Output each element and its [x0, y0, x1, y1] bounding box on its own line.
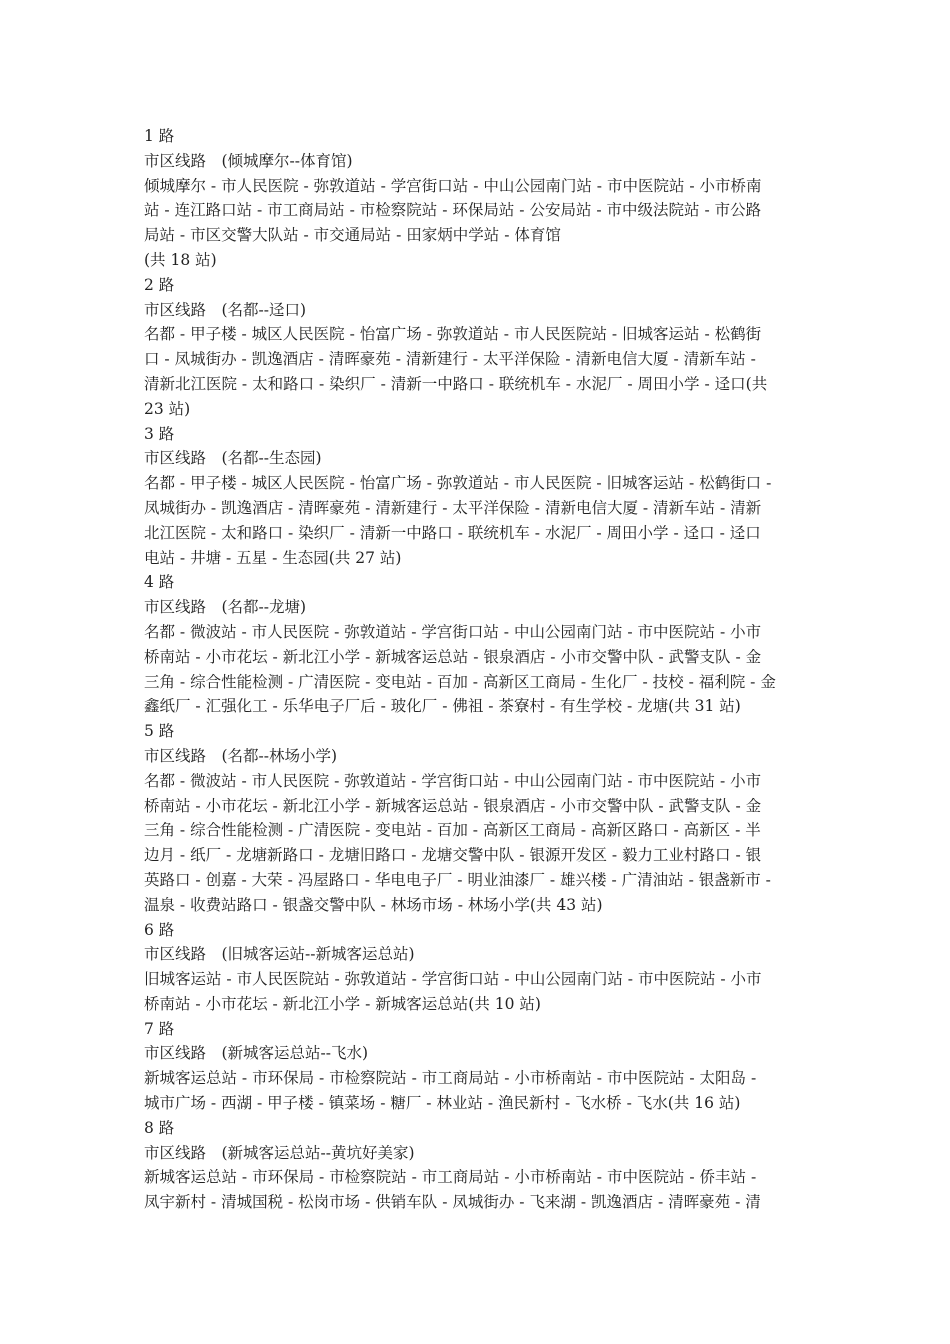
route-block-3	[144, 422, 808, 571]
route-stops-line: 倾城摩尔 - 市人民医院 - 弥敦道站 - 学宫街口站 - 中山公园南门站 - 市中医院站 - 小市桥南	[144, 176, 762, 195]
route-stops-line: 站 - 连江路口站 - 市工商局站 - 市检察院站 - 环保局站 - 公安局站 - 市中级法院站 - 市公路	[144, 201, 762, 220]
route-stops-line: 旧城客运站 - 市人民医院站 - 弥敦道站 - 学宫街口站 - 中山公园南门站 - 市中医院站 - 小市	[144, 970, 762, 989]
route-stops-line: 电站 - 井塘 - 五星 - 生态园(共 27 站)	[144, 548, 402, 567]
route-header: 市区线路 (新城客运总站--黄坑好美家)	[144, 1143, 415, 1162]
route-title: 1 路	[144, 127, 175, 145]
route-title: 2 路	[144, 275, 175, 294]
route-header: 市区线路 (名都--迳口)	[144, 300, 307, 319]
document-body	[144, 124, 808, 1215]
route-stops-line: (共 18 站)	[144, 250, 217, 269]
route-stops-line: 凤宇新村 - 清城国税 - 松岗市场 - 供销车队 - 凤城街办 - 飞来湖 - 凯逸酒店 - 清晖豪苑 - 清	[144, 1193, 761, 1212]
route-stops-line: 23 站)	[144, 399, 191, 418]
route-block-1	[144, 124, 808, 273]
route-header: 市区线路 (旧城客运站--新城客运总站)	[144, 945, 415, 964]
route-header: 市区线路 (名都--林场小学)	[144, 746, 338, 765]
route-block-4	[144, 570, 808, 719]
route-block-2	[144, 273, 808, 422]
route-stops-line: 三角 - 综合性能检测 - 广清医院 - 变电站 - 百加 - 高新区工商局 - 高新区路口 - 高新区 - 半	[144, 821, 761, 840]
route-stops-line: 名都 - 微波站 - 市人民医院 - 弥敦道站 - 学宫街口站 - 中山公园南门站 - 市中医院站 - 小市	[144, 771, 762, 790]
route-title: 6 路	[144, 920, 175, 939]
route-title: 4 路	[144, 573, 175, 592]
route-stops-line: 桥南站 - 小市花坛 - 新北江小学 - 新城客运总站 - 银泉酒店 - 小市交警中队 - 武警支队 - 金	[144, 647, 762, 666]
route-stops-line: 温泉 - 收费站路口 - 银盏交警中队 - 林场市场 - 林场小学(共 43 站)	[144, 895, 603, 914]
route-title: 5 路	[144, 722, 175, 741]
route-header: 市区线路 (新城客运总站--飞水)	[144, 1044, 369, 1063]
route-stops-line: 北江医院 - 太和路口 - 染织厂 - 清新一中路口 - 联统机车 - 水泥厂 - 周田小学 - 迳口 - 迳口	[144, 523, 761, 542]
route-stops-line: 新城客运总站 - 市环保局 - 市检察院站 - 市工商局站 - 小市桥南站 - 市中医院站 - 太阳岛 -	[144, 1069, 757, 1088]
route-stops-line: 凤城街办 - 凯逸酒店 - 清晖豪苑 - 清新建行 - 太平洋保险 - 清新电信大厦 - 清新车站 - 清新	[144, 498, 762, 517]
route-header: 市区线路 (名都--龙塘)	[144, 598, 307, 617]
route-stops-line: 口 - 凤城街办 - 凯逸酒店 - 清晖豪苑 - 清新建行 - 太平洋保险 - 清新电信大厦 - 清新车站 -	[144, 350, 756, 369]
route-stops-line: 英路口 - 创嘉 - 大荣 - 冯屋路口 - 华电电子厂 - 明业油漆厂 - 雄兴楼 - 广清油站 - 银盏新市 -	[144, 870, 771, 889]
route-stops-line: 名都 - 微波站 - 市人民医院 - 弥敦道站 - 学宫街口站 - 中山公园南门站 - 市中医院站 - 小市	[144, 622, 762, 641]
route-stops-line: 边月 - 纸厂 - 龙塘新路口 - 龙塘旧路口 - 龙塘交警中队 - 银源开发区 - 毅力工业村路口 - 银	[144, 846, 762, 865]
route-block-5	[144, 719, 808, 917]
route-header: 市区线路 (名都--生态园)	[144, 449, 322, 468]
route-stops-line: 鑫纸厂 - 汇强化工 - 乐华电子厂后 - 玻化厂 - 佛祖 - 茶寮村 - 有生学校 - 龙塘(共 31 站)	[144, 697, 741, 716]
route-stops-line: 桥南站 - 小市花坛 - 新北江小学 - 新城客运总站(共 10 站)	[144, 994, 541, 1013]
route-stops-line: 新城客运总站 - 市环保局 - 市检察院站 - 市工商局站 - 小市桥南站 - 市中医院站 - 侨丰站 -	[144, 1168, 757, 1187]
route-block-7	[144, 1017, 808, 1116]
route-title: 7 路	[144, 1019, 175, 1038]
route-stops-line: 名都 - 甲子楼 - 城区人民医院 - 怡富广场 - 弥敦道站 - 市人民医院站 - 旧城客运站 - 松鹤街	[144, 325, 762, 344]
route-block-6	[144, 918, 808, 1017]
route-header: 市区线路 (倾城摩尔--体育馆)	[144, 151, 353, 170]
route-title: 3 路	[144, 424, 175, 443]
route-stops-line: 城市广场 - 西湖 - 甲子楼 - 镇菜场 - 糖厂 - 林业站 - 渔民新村 - 飞水桥 - 飞水(共 16 站)	[144, 1094, 741, 1113]
route-stops-line: 三角 - 综合性能检测 - 广清医院 - 变电站 - 百加 - 高新区工商局 - 生化厂 - 技校 - 福利院 - 金	[144, 672, 776, 691]
route-stops-line: 名都 - 甲子楼 - 城区人民医院 - 怡富广场 - 弥敦道站 - 市人民医院 - 旧城客运站 - 松鹤街口 -	[144, 474, 772, 493]
route-block-8	[144, 1116, 808, 1215]
route-title: 8 路	[144, 1118, 175, 1137]
route-stops-line: 局站 - 市区交警大队站 - 市交通局站 - 田家炳中学站 - 体育馆	[144, 226, 561, 245]
route-stops-line: 桥南站 - 小市花坛 - 新北江小学 - 新城客运总站 - 银泉酒店 - 小市交警中队 - 武警支队 - 金	[144, 796, 762, 815]
route-stops-line: 清新北江医院 - 太和路口 - 染织厂 - 清新一中路口 - 联统机车 - 水泥厂 - 周田小学 - 迳口(共	[144, 374, 768, 393]
